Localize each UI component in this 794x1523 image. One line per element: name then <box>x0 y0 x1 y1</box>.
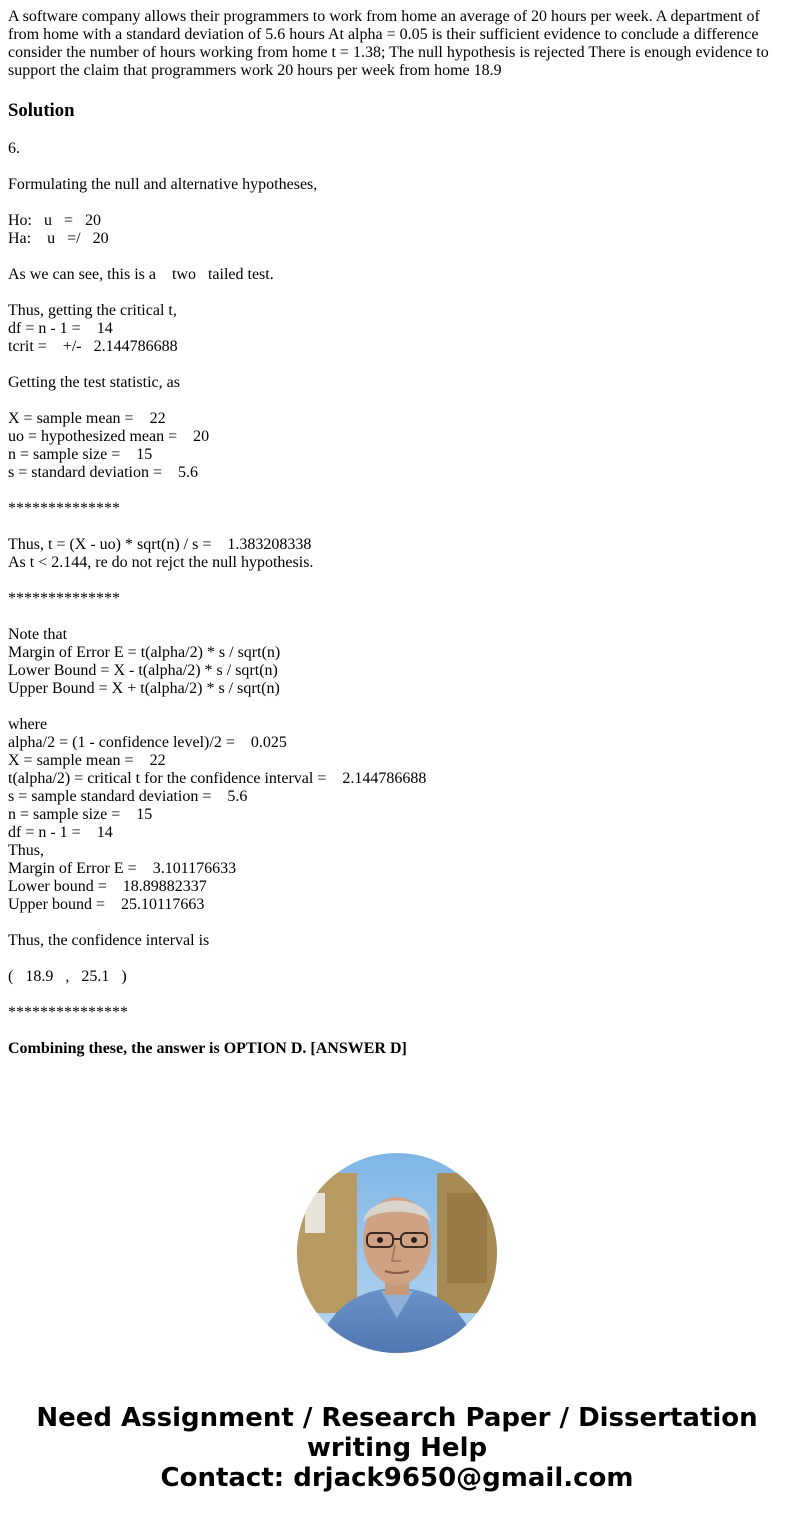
solution-line: t(alpha/2) = critical t for the confidence interval = 2.144786688 <box>8 770 427 787</box>
solution-line <box>8 1022 784 1040</box>
solution-line: X = sample mean = 22 <box>8 410 166 427</box>
solution-line: n = sample size = 15 <box>8 806 153 823</box>
author-photo <box>297 1153 497 1353</box>
solution-line <box>8 392 784 410</box>
solution-body <box>8 140 784 1040</box>
solution-line: *************** <box>8 1004 128 1021</box>
solution-line <box>8 698 784 716</box>
document-content <box>8 8 784 1058</box>
solution-line: n = sample size = 15 <box>8 446 153 463</box>
solution-line: s = sample standard deviation = 5.6 <box>8 788 248 805</box>
solution-line: Thus, the confidence interval is <box>8 932 210 949</box>
footer-line-1: Need Assignment / Research Paper / Dissertation <box>36 1403 758 1433</box>
solution-line: As we can see, this is a two tailed test. <box>8 266 274 283</box>
solution-line: As t < 2.144, re do not rejct the null hypothesis. <box>8 554 314 571</box>
solution-line: Upper Bound = X + t(alpha/2) * s / sqrt(n) <box>8 680 280 697</box>
person-portrait-icon <box>297 1153 497 1353</box>
question-text: A software company allows their programmers to work from home an average of 20 hours per week. A department of from home with a standard deviation of 5.6 hours At alpha = 0.05 is their sufficient evidence to conclude a difference consider the number of hours working from home t = 1.38; The null hypothesis is rejected There is enough evidence to support the claim that programmers work 20 hours per week from home 18.9 <box>8 8 769 79</box>
solution-line: df = n - 1 = 14 <box>8 824 113 841</box>
solution-line <box>8 518 784 536</box>
solution-line: Thus, t = (X - uo) * sqrt(n) / s = 1.383208338 <box>8 536 312 553</box>
solution-line: Thus, <box>8 842 44 859</box>
solution-line <box>8 248 784 266</box>
solution-line: Ha: u =/ 20 <box>8 230 109 247</box>
solution-line: s = standard deviation = 5.6 <box>8 464 199 481</box>
solution-line: where <box>8 716 48 733</box>
solution-line <box>8 950 784 968</box>
solution-line: tcrit = +/- 2.144786688 <box>8 338 178 355</box>
solution-line: Margin of Error E = 3.101176633 <box>8 860 237 877</box>
solution-line: 6. <box>8 140 20 157</box>
solution-line <box>8 572 784 590</box>
solution-line: Formulating the null and alternative hypotheses, <box>8 176 318 193</box>
solution-line: Lower Bound = X - t(alpha/2) * s / sqrt(n) <box>8 662 278 679</box>
solution-line: ( 18.9 , 25.1 ) <box>8 968 127 985</box>
solution-line: Thus, getting the critical t, <box>8 302 177 319</box>
solution-line: Ho: u = 20 <box>8 212 102 229</box>
solution-line <box>8 482 784 500</box>
solution-line: Upper bound = 25.10117663 <box>8 896 205 913</box>
solution-line: X = sample mean = 22 <box>8 752 166 769</box>
solution-line: Getting the test statistic, as <box>8 374 180 391</box>
solution-line <box>8 158 784 176</box>
footer-contact: Contact: drjack9650@gmail.com <box>160 1463 634 1493</box>
solution-line <box>8 284 784 302</box>
solution-line <box>8 914 784 932</box>
solution-line <box>8 356 784 374</box>
solution-line: df = n - 1 = 14 <box>8 320 113 337</box>
footer-promo <box>0 1403 794 1493</box>
solution-line <box>8 194 784 212</box>
footer-line-2: writing Help <box>306 1433 488 1463</box>
solution-line: Note that <box>8 626 68 643</box>
answer-line: Combining these, the answer is OPTION D. [ANSWER D] <box>8 1040 407 1057</box>
solution-line: Margin of Error E = t(alpha/2) * s / sqrt(n) <box>8 644 281 661</box>
solution-line: Lower bound = 18.89882337 <box>8 878 207 895</box>
solution-line <box>8 986 784 1004</box>
solution-line: alpha/2 = (1 - confidence level)/2 = 0.025 <box>8 734 287 751</box>
solution-line: ************** <box>8 500 120 517</box>
solution-line: ************** <box>8 590 120 607</box>
solution-line: uo = hypothesized mean = 20 <box>8 428 210 445</box>
solution-line <box>8 608 784 626</box>
solution-heading: Solution <box>8 100 75 121</box>
